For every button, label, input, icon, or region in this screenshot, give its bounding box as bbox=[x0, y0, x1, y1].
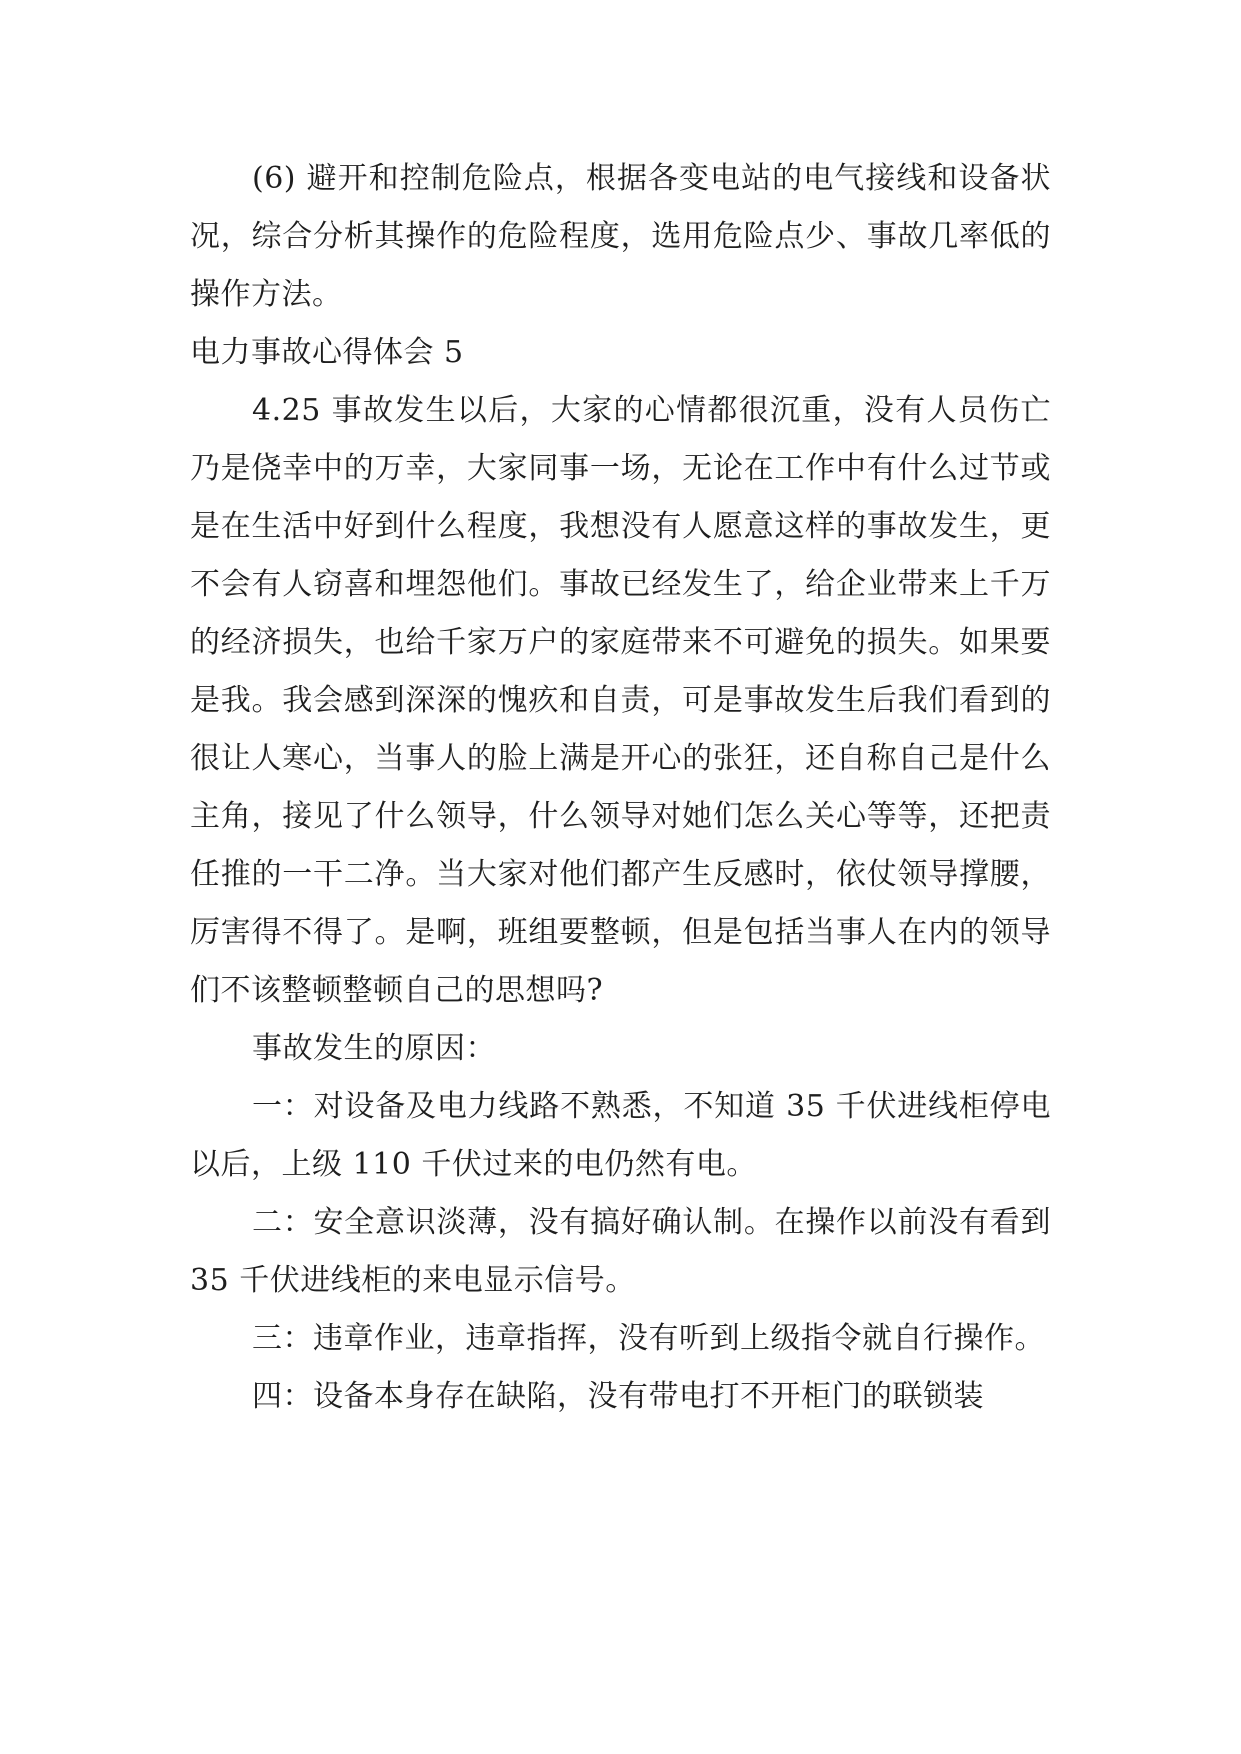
section-heading: 电力事故心得体会 5 bbox=[190, 335, 464, 370]
paragraph-operation-method: (6) 避开和控制危险点，根据各变电站的电气接线和设备状况，综合分析其操作的危险程度，选用危险点少、事故几率低的操作方法。 bbox=[190, 161, 1051, 312]
document-page bbox=[190, 150, 1051, 1426]
paragraph-cause-1: 一：对设备及电力线路不熟悉，不知道 35 千伏进线柜停电以后，上级 110 千伏过来的电仍然有电。 bbox=[190, 1089, 1051, 1182]
paragraph-causes-intro: 事故发生的原因： bbox=[252, 1031, 496, 1066]
paragraph-accident-reflection: 4.25 事故发生以后，大家的心情都很沉重，没有人员伤亡乃是侥幸中的万幸，大家同事一场，无论在工作中有什么过节或是在生活中好到什么程度，我想没有人愿意这样的事故发生，更不会有人窃喜和埋怨他们。事故已经发生了，给企业带来上千万的经济损失，也给千家万户的家庭带来不可避免的损失。如果要是我。我会感到深深的愧疚和自责，可是事故发生后我们看到的很让人寒心，当事人的脸上满是开心的张狂，还自称自己是什么主角，接见了什么领导，什么领导对她们怎么关心等等，还把责任推的一干二净。当大家对他们都产生反感时，依仗领导撑腰，厉害得不得了。是啊，班组要整顿，但是包括当事人在内的领导们不该整顿整顿自己的思想吗? bbox=[190, 393, 1051, 1008]
paragraph-cause-3: 三：违章作业，违章指挥，没有听到上级指令就自行操作。 bbox=[252, 1321, 1045, 1356]
paragraph-cause-2: 二：安全意识淡薄，没有搞好确认制。在操作以前没有看到 35 千伏进线柜的来电显示信号。 bbox=[190, 1205, 1051, 1298]
paragraph-cause-4: 四：设备本身存在缺陷，没有带电打不开柜门的联锁装 bbox=[252, 1379, 984, 1414]
